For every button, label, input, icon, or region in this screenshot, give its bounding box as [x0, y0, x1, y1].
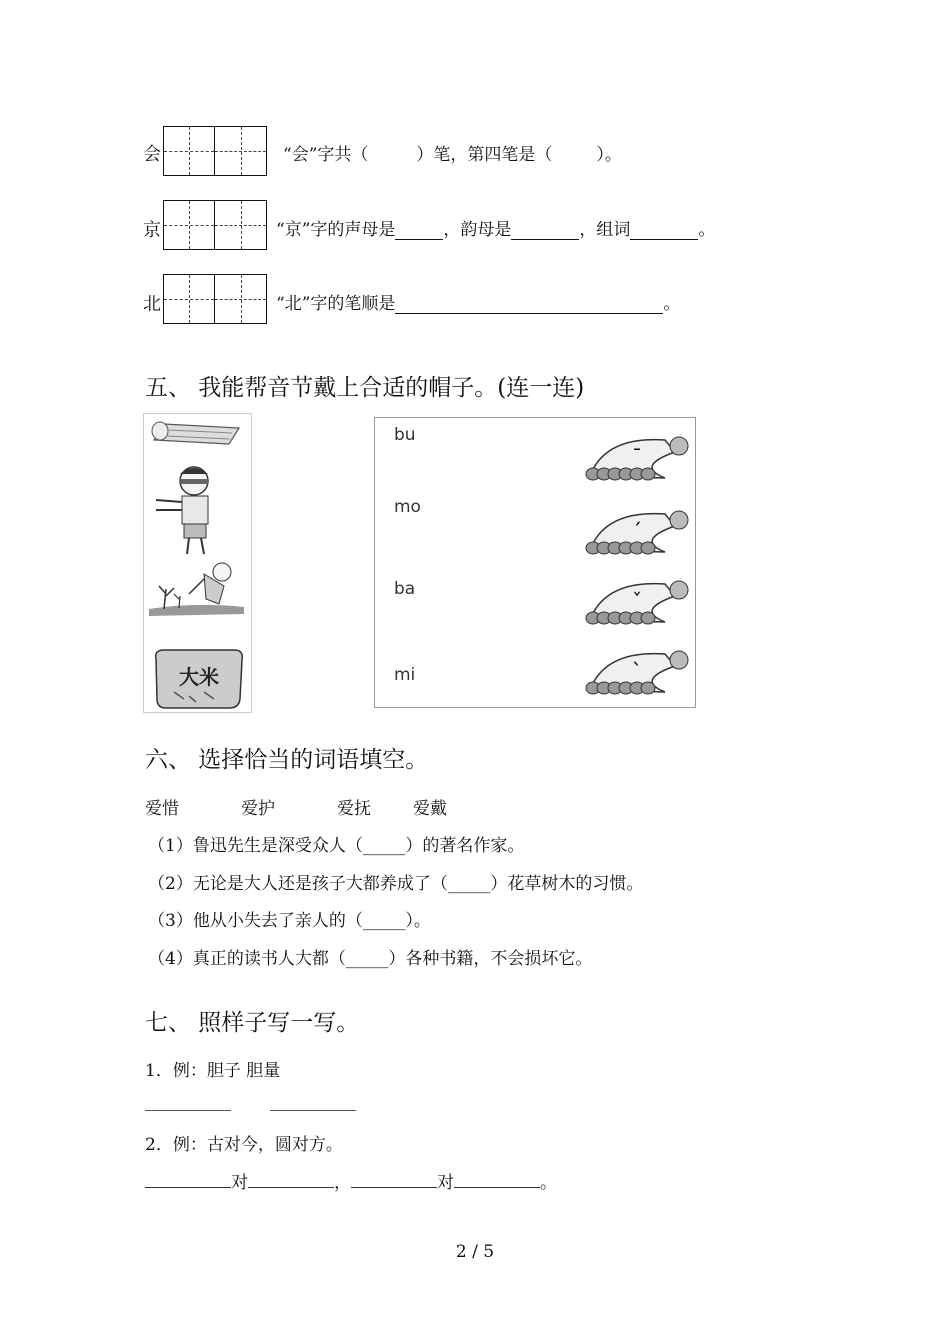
answer-blank[interactable]	[395, 223, 443, 240]
answer-blank[interactable]	[351, 1173, 437, 1188]
answer-blank[interactable]	[145, 1173, 231, 1188]
char-label: 京	[143, 220, 161, 241]
boy-blindfold-picture	[156, 467, 208, 554]
fill-item-3: （3）他从小失去了亲人的（_____）。	[148, 911, 431, 931]
syllable-mi: mi	[394, 665, 416, 685]
tone-hat[interactable]	[586, 651, 688, 694]
word-option: 爱抚	[337, 799, 371, 819]
tone-mark: ˇ	[632, 589, 642, 613]
question-text: “京”字的声母是 ，韵母是 ，组词 。	[276, 220, 716, 240]
word-option: 爱惜	[145, 799, 179, 819]
tone-hat[interactable]	[586, 581, 688, 624]
tianzige-grid	[163, 274, 267, 324]
question-text: “北”字的笔顺是 。	[276, 294, 681, 314]
answer-blank[interactable]	[145, 1110, 231, 1111]
tone-mark: ˉ	[632, 445, 642, 469]
page-number: 2 / 5	[455, 1242, 495, 1262]
section-five-title: 五、 我能帮音节戴上合适的帽子。(连一连)	[145, 375, 585, 401]
picture-column	[143, 413, 252, 713]
answer-blank[interactable]	[630, 223, 698, 240]
tianzige-grid	[163, 200, 267, 250]
char-label: 北	[143, 294, 161, 315]
syllable-panel	[374, 417, 696, 708]
answer-blank[interactable]	[454, 1173, 540, 1188]
tone-hat[interactable]	[586, 437, 688, 480]
tone-hat[interactable]	[586, 511, 688, 554]
tone-mark: ˊ	[632, 519, 642, 543]
char-label: 会	[143, 144, 161, 165]
mat-picture	[152, 422, 239, 444]
section-six-title: 六、 选择恰当的词语填空。	[145, 747, 429, 773]
question-text: “会”字共（ ）笔，第四笔是（ ）。	[283, 145, 622, 165]
syllable-mo: mo	[394, 497, 421, 517]
answer-blank[interactable]	[511, 223, 579, 240]
answer-blank[interactable]	[248, 1173, 334, 1188]
answer-blank[interactable]	[270, 1110, 356, 1111]
planting-picture	[149, 563, 244, 616]
rice-sack-picture	[156, 650, 243, 708]
answer-blank[interactable]	[395, 297, 663, 314]
tianzige-grid	[163, 126, 267, 176]
word-option: 爱护	[241, 799, 275, 819]
fill-item-2: （2）无论是大人还是孩子大都养成了（_____）花草树木的习惯。	[148, 874, 644, 894]
example-2: 2．例：古对今，圆对方。	[145, 1135, 343, 1155]
example-1: 1．例：胆子 胆量	[145, 1061, 281, 1081]
sack-label: 大米	[179, 665, 219, 689]
fill-item-4: （4）真正的读书人大都（_____）各种书籍，不会损坏它。	[148, 949, 593, 969]
section-seven-title: 七、 照样子写一写。	[145, 1010, 360, 1036]
tone-mark: ˋ	[632, 659, 642, 683]
word-option: 爱戴	[413, 799, 447, 819]
syllable-ba: ba	[394, 579, 416, 599]
couplet-answer-line: 对 ， 对 。	[145, 1168, 557, 1193]
fill-item-1: （1）鲁迅先生是深受众人（_____）的著名作家。	[148, 836, 525, 856]
syllable-bu: bu	[394, 425, 416, 445]
